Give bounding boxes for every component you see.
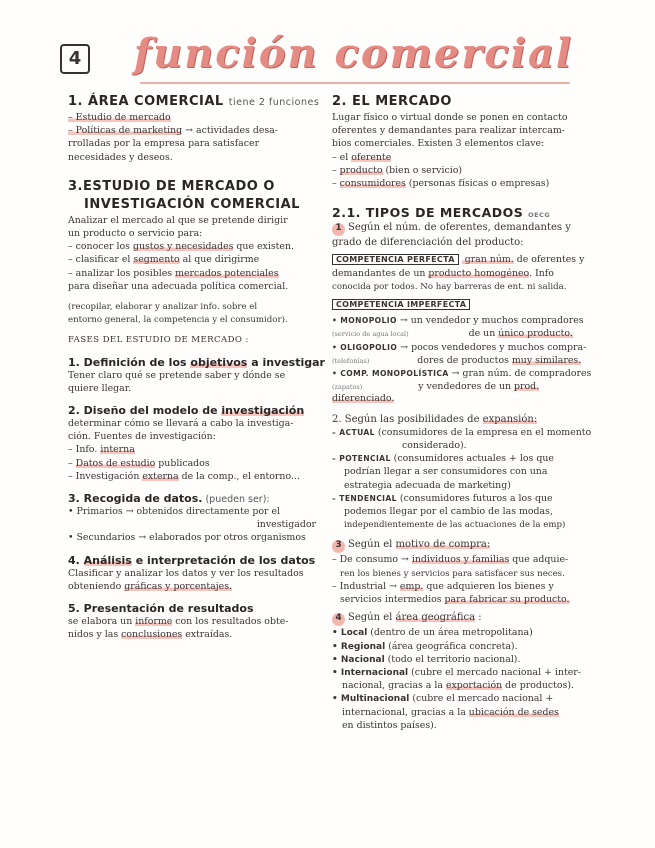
text-line: podemos llegar por el cambio de las modas, <box>344 506 553 518</box>
section-mercado-heading: 2. EL MERCADO <box>332 94 452 109</box>
text-line: – Estudio de mercado <box>68 112 171 123</box>
text-line: servicios intermedios para fabricar su producto. <box>340 594 570 606</box>
text-line: nidos y las conclusiones extraídas. <box>68 629 233 641</box>
text-line: se elabora un informe con los resultados obte- <box>68 616 289 628</box>
text-line: ción. Fuentes de investigación: <box>68 431 216 443</box>
text-line: – clasificar el segmento al que dirigirme <box>68 254 260 266</box>
text-line: para diseñar una adecuada política comercial. <box>68 280 289 292</box>
text-line: (servicio de agua local) de un único producto. <box>332 328 573 340</box>
potential-market: – POTENCIAL (consumidores actuales + los que <box>332 453 554 465</box>
comp-monopolistica: • COMP. MONOPOLÍSTICA → gran núm. de compradores <box>332 368 592 380</box>
phases-label: FASES DEL ESTUDIO DE MERCADO : <box>68 335 249 346</box>
section-estudio-heading-2: INVESTIGACIÓN COMERCIAL <box>84 196 300 212</box>
text-line: internacional, gracias a la ubicación de sedes <box>342 706 559 718</box>
text-line: en distintos países). <box>342 719 437 731</box>
text-line: bios comerciales. Existen 3 elementos clave: <box>332 138 545 150</box>
page-number-box: 4 <box>60 44 90 74</box>
phase-1-heading: 1. Definición de los objetivos a investigar <box>68 355 325 369</box>
text-line: (zapatos) y vendedores de un prod. diferenciado. <box>332 381 540 405</box>
text-line: – Investigación externa de la comp., el entorno... <box>68 470 300 482</box>
text-line: investigador <box>256 519 316 531</box>
text-line: podrían llegar a ser consumidores con una <box>344 466 548 478</box>
left-column <box>68 92 330 642</box>
phase-4-heading: 4. Análisis e interpretación de los datos <box>68 553 316 567</box>
regional-market: • Regional (área geográfica concreta). <box>332 640 518 652</box>
text-line: – Datos de estudio publicados <box>68 457 210 469</box>
local-market: • Local (dentro de un área metropolitana) <box>332 627 533 639</box>
text-line: nacional, gracias a la exportación de productos). <box>342 680 574 692</box>
phase-3-heading: 3. Recogida de datos. (pueden ser): <box>68 492 270 506</box>
criterion-4-heading: 4 Según el área geográfica : <box>332 612 594 626</box>
competencia-perfecta: COMPETENCIA PERFECTA gran núm. de oferentes y <box>332 254 594 266</box>
criterion-3-heading: 3 Según el motivo de compra: <box>332 539 594 553</box>
text-line: considerado). <box>402 440 467 452</box>
section-tipos-heading: 2.1. TIPOS DE MERCADOS OECG <box>332 205 551 221</box>
text-line: – analizar los posibles mercados potenciales <box>68 267 279 279</box>
text-line: entorno general, la competencia y el consumidor). <box>68 315 288 326</box>
text-line: necesidades y deseos. <box>68 151 173 163</box>
text-line: conocida por todos. No hay barreras de ent. ni salida. <box>332 281 567 292</box>
text-line: independientemente de las actuaciones de la emp) <box>344 520 566 531</box>
text-line: estrategia adecuada de marketing) <box>344 479 511 491</box>
oligopolio: • OLIGOPOLIO → pocos vendedores y muchos compra- <box>332 341 587 353</box>
phase-5-heading: 5. Presentación de resultados <box>68 602 254 616</box>
text-line: determinar cómo se llevará a cabo la investiga- <box>68 418 294 430</box>
text-line: Analizar el mercado al que se pretende dirigir <box>68 214 288 226</box>
text-line: – el oferente <box>332 151 392 163</box>
text-line: Tener claro qué se pretende saber y dónde se <box>68 369 286 381</box>
text-line: obteniendo gráficas y porcentajes. <box>68 580 233 592</box>
tendential-market: – TENDENCIAL (consumidores futuros a los que <box>332 492 553 504</box>
international-market: • Internacional (cubre el mercado nacional + inter- <box>332 666 581 678</box>
text-line: demandantes de un producto homogéneo. Info <box>332 267 554 279</box>
actual-market: – ACTUAL (consumidores de la empresa en el momento <box>332 426 592 438</box>
text-line: Lugar físico o virtual donde se ponen en contacto <box>332 112 568 123</box>
national-market: • Nacional (todo el territorio nacional). <box>332 653 521 665</box>
multinational-market: • Multinacional (cubre el mercado nacional + <box>332 693 554 705</box>
text-line: Clasificar y analizar los datos y ver los resultados <box>68 567 304 579</box>
text-line: (telefonías) dores de productos muy similares. <box>332 354 582 366</box>
criterion-2-heading: 2. Según las posibilidades de expansión: <box>332 413 538 425</box>
text-line: (recopilar, elaborar y analizar info. sobre el <box>68 302 258 313</box>
phase-2-heading: 2. Diseño del modelo de investigación <box>68 404 305 418</box>
criterion-1: 1 Según el núm. de oferentes, demandantes y <box>332 222 594 236</box>
section-estudio-heading: 3.ESTUDIO DE MERCADO O <box>68 178 275 194</box>
monopolio: • MONOPOLIO → un vendedor y muchos compradores <box>332 315 584 327</box>
text-line: • Secundarios → elaborados por otros organismos <box>68 532 306 544</box>
page-title: función comercial <box>133 30 574 77</box>
title-underline <box>140 82 570 84</box>
text-line: quiere llegar. <box>68 382 132 394</box>
competencia-imperfecta: COMPETENCIA IMPERFECTA <box>332 299 594 311</box>
text-line: – Políticas de marketing → actividades desa- <box>68 125 278 137</box>
text-line: – De consumo → individuos y familias que adquie- <box>332 554 569 566</box>
text-line: un producto o servicio para: <box>68 228 203 240</box>
text-line: – Industrial → emp. que adquieren los bienes y <box>332 580 554 592</box>
section-area-comercial-heading: 1. ÁREA COMERCIAL tiene 2 funciones <box>68 94 320 109</box>
text-line: grado de diferenciación del producto: <box>332 237 524 249</box>
text-line: – Info. interna <box>68 444 135 456</box>
text-line: ren los bienes y servicios para satisfacer sus neces. <box>340 568 565 579</box>
right-column <box>332 92 594 733</box>
text-line: • Primarios → obtenidos directamente por el <box>68 506 281 518</box>
text-line: – conocer los gustos y necesidades que existen. <box>68 241 294 253</box>
text-line: – producto (bien o servicio) <box>332 164 463 176</box>
text-line: rrolladas por la empresa para satisfacer <box>68 138 260 150</box>
text-line: – consumidores (personas físicas o empresas) <box>332 178 550 190</box>
text-line: oferentes y demandantes para realizar intercam- <box>332 125 565 137</box>
